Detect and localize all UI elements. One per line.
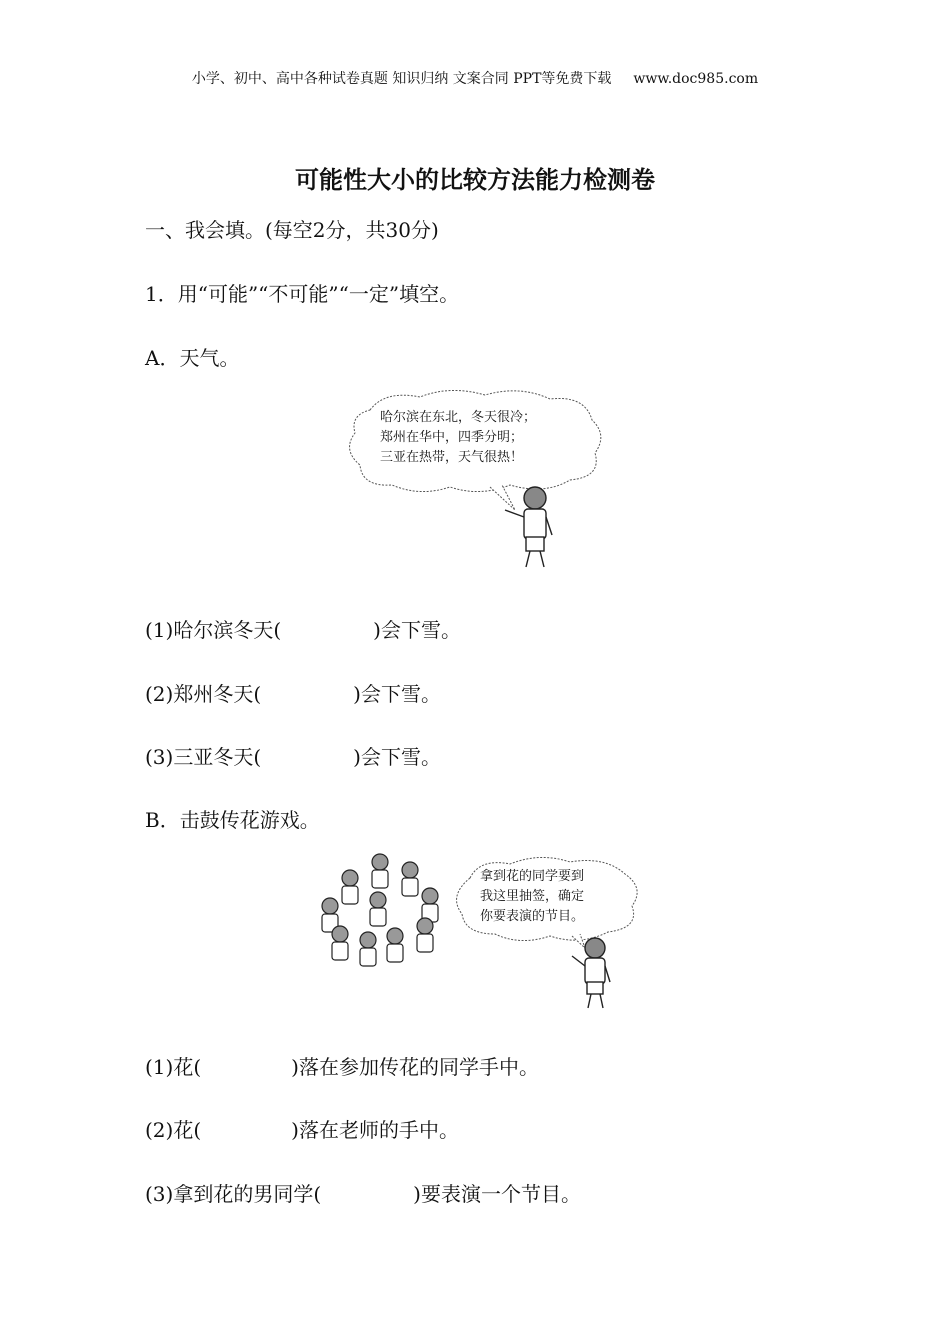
teacher-figure bbox=[572, 938, 610, 1008]
part-b-label: B．击鼓传花游戏。 bbox=[145, 808, 320, 832]
game-bubble-line-1: 拿到花的同学要到 bbox=[480, 869, 585, 884]
weather-illustration bbox=[340, 385, 610, 580]
page-title: 可能性大小的比较方法能力检测卷 bbox=[295, 166, 655, 194]
header-text: 小学、初中、高中各种试卷真题 知识归纳 文案合同 PPT等免费下载 bbox=[191, 71, 612, 87]
part-a-label: A．天气。 bbox=[145, 346, 240, 370]
page-header bbox=[0, 68, 950, 88]
part-a-item-3: (3)三亚冬天( )会下雪。 bbox=[145, 745, 441, 769]
part-a-item-1: (1)哈尔滨冬天( )会下雪。 bbox=[145, 618, 461, 642]
part-b-item-1: (1)花( )落在参加传花的同学手中。 bbox=[145, 1055, 539, 1079]
drum-game-illustration bbox=[310, 848, 650, 1013]
weather-bubble-line-2: 郑州在华中，四季分明； bbox=[380, 430, 524, 445]
weather-bubble-line-3: 三亚在热带，天气很热！ bbox=[380, 450, 524, 465]
part-b-item-2: (2)花( )落在老师的手中。 bbox=[145, 1118, 459, 1142]
part-a-item-2: (2)郑州冬天( )会下雪。 bbox=[145, 682, 441, 706]
children-circle bbox=[322, 854, 438, 966]
header-site: www.doc985.com bbox=[633, 71, 759, 87]
game-bubble-line-2: 我这里抽签，确定 bbox=[480, 889, 585, 904]
boy-figure bbox=[505, 487, 552, 567]
game-bubble-line-3: 你要表演的节目。 bbox=[480, 909, 585, 924]
part-b-item-3: (3)拿到花的男同学( )要表演一个节目。 bbox=[145, 1182, 581, 1206]
weather-bubble-line-1: 哈尔滨在东北，冬天很冷； bbox=[380, 410, 537, 425]
question-1: 1．用“可能”“不可能”“一定”填空。 bbox=[145, 282, 460, 306]
section-heading: 一、我会填。(每空2分，共30分) bbox=[145, 218, 439, 242]
